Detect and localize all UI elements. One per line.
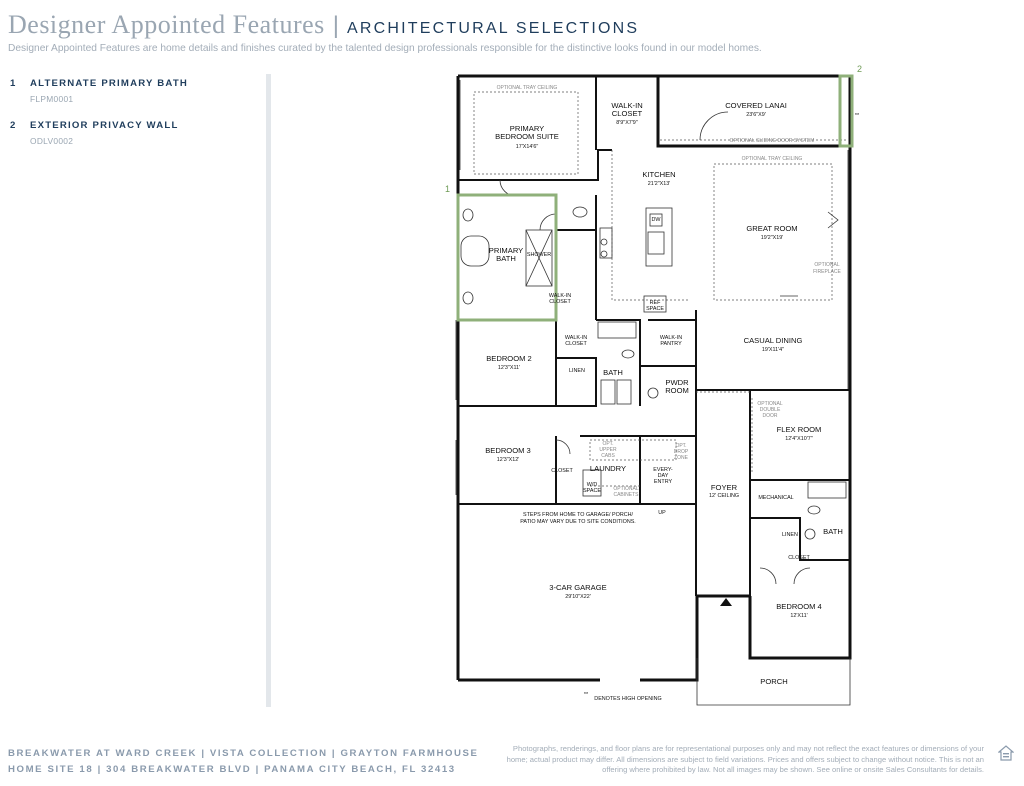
- feature-number: 1: [10, 78, 17, 89]
- label-closet-2: CLOSET: [788, 555, 810, 561]
- label-flex: FLEX ROOM: [776, 425, 822, 434]
- label-pwdr: PWDR: [665, 378, 689, 387]
- label-tray-great: OPTIONAL TRAY CEILING: [741, 156, 803, 162]
- label-wic-bath: WALK-IN: [548, 293, 572, 299]
- label-linen-2: LINEN: [782, 532, 798, 538]
- label-pwdr-2: ROOM: [665, 386, 689, 395]
- label-steps: STEPS FROM HOME TO GARAGE/ PORCH/: [522, 512, 634, 518]
- label-ref: REF: [649, 300, 661, 306]
- label-opt-upper-3: CABS: [601, 453, 615, 459]
- label-wic-top-2: CLOSET: [611, 109, 643, 118]
- label-dbl-door-3: DOOR: [762, 413, 778, 419]
- label-everyday-2: DAY: [657, 473, 669, 479]
- label-bath-right: BATH: [823, 527, 843, 536]
- label-opt-upper: OPT.: [602, 441, 614, 447]
- label-sliding: OPTIONAL SLIDING DOOR SYSTEM: [729, 138, 815, 144]
- label-foyer-dim: 12' CEILING: [708, 493, 740, 499]
- label-wic-bed2-2: CLOSET: [565, 341, 587, 347]
- feature-code: FLPM0001: [30, 94, 74, 104]
- label-primary-bath: PRIMARY: [488, 246, 524, 255]
- footer-community: [8, 746, 479, 778]
- label-laundry: LAUNDRY: [589, 464, 627, 473]
- footer-disclaimer: Photographs, renderings, and floor plans are for representational purposes only and may not reflect the exact features or dimensions of your home; actual product may differ. All dimensions are subject to field variations. Prices and offers subject to change without notice. This is not an offering where prohibited by law. Not all images may be shown. See online or onsite Sales Consultants for details.: [506, 744, 984, 774]
- page-header: [8, 10, 1018, 54]
- label-wic-bath-2: CLOSET: [549, 299, 571, 305]
- label-tray-top: OPTIONAL TRAY CEILING: [496, 85, 558, 91]
- label-pantry-2: PANTRY: [660, 341, 682, 347]
- label-flex-dim: 12'4"X10'7": [785, 436, 813, 442]
- label-lanai-dim: 23'6"X9': [746, 112, 766, 118]
- label-wd-2: SPACE: [583, 488, 601, 494]
- feature-name: EXTERIOR PRIVACY WALL: [30, 120, 179, 131]
- label-casual-dim: 19'X11'4": [761, 347, 785, 353]
- page-subtitle: ARCHITECTURAL SELECTIONS: [347, 20, 640, 37]
- title-row: [8, 10, 1018, 40]
- label-wic-bed2: WALK-IN: [564, 335, 588, 341]
- label-garage-dim: 29'10"X22': [565, 594, 591, 600]
- label-primary-suite-2: BEDROOM SUITE: [495, 132, 559, 141]
- label-pantry: WALK-IN: [659, 335, 683, 341]
- intro-text: Designer Appointed Features are home details and finishes curated by the talented design professionals responsible for the distinctive looks found in our model homes.: [8, 43, 762, 54]
- label-star-lanai: **: [854, 113, 860, 119]
- callout-1: 1: [445, 184, 451, 194]
- label-dw: DW: [651, 217, 661, 223]
- label-bed3: BEDROOM 3: [485, 446, 531, 455]
- label-foyer: FOYER: [710, 483, 738, 492]
- room-labels: [485, 85, 860, 702]
- label-wic-top: WALK-IN: [611, 101, 643, 110]
- label-kitchen: KITCHEN: [642, 170, 676, 179]
- label-kitchen-dim: 21'2"X13': [647, 181, 671, 187]
- footer-line-2: HOME SITE 18 | 304 BREAKWATER BLVD | PANAMA CITY BEACH, FL 32413: [8, 764, 456, 775]
- feature-name: ALTERNATE PRIMARY BATH: [30, 78, 189, 89]
- equal-housing-icon: [998, 745, 1014, 761]
- label-primary-suite: PRIMARY: [509, 124, 545, 133]
- label-drop-2: DROP: [673, 449, 689, 455]
- feature-list: [10, 78, 260, 162]
- label-shower: SHOWER: [526, 252, 552, 258]
- label-casual: CASUAL DINING: [743, 336, 803, 345]
- label-opt-cab: OPTIONAL: [613, 486, 639, 492]
- label-primary-suite-dim: 17'X14'6": [515, 144, 539, 150]
- label-everyday-3: ENTRY: [653, 479, 673, 485]
- label-fireplace: OPTIONAL: [814, 262, 840, 268]
- label-opt-upper-2: UPPER: [599, 447, 617, 453]
- label-great: GREAT ROOM: [746, 224, 798, 233]
- feature-item: [10, 78, 260, 104]
- vertical-divider: [266, 74, 271, 707]
- feature-item: [10, 120, 260, 146]
- feature-number: 2: [10, 120, 17, 131]
- label-primary-bath-2: BATH: [496, 254, 516, 263]
- label-closet-1: CLOSET: [551, 468, 573, 474]
- label-mech: MECHANICAL: [758, 495, 794, 501]
- page-title: Designer Appointed Features: [8, 10, 325, 39]
- feature-code: ODLV0002: [30, 136, 74, 146]
- label-bed2-dim: 12'3"X11': [497, 365, 521, 371]
- label-great-dim: 19'2"X19': [760, 235, 784, 241]
- label-drop: OPT.: [675, 443, 687, 449]
- label-drop-3: ZONE: [674, 455, 688, 461]
- label-star-note: **: [583, 692, 589, 698]
- label-porch: PORCH: [760, 677, 788, 686]
- title-separator: |: [332, 12, 339, 39]
- label-opt-cab-2: CABINETS: [613, 492, 639, 498]
- label-linen-1: LINEN: [569, 368, 585, 374]
- label-bed3-dim: 12'3"X12': [496, 457, 520, 463]
- floor-plan: [440, 60, 870, 715]
- label-up: UP: [658, 510, 666, 516]
- label-high-note: DENOTES HIGH OPENING: [594, 696, 662, 702]
- label-wd: W/D: [586, 482, 598, 488]
- footer-line-1: BREAKWATER AT WARD CREEK | VISTA COLLECTION | GRAYTON FARMHOUSE: [8, 748, 479, 759]
- label-ref-2: SPACE: [646, 306, 664, 312]
- label-bed2: BEDROOM 2: [486, 354, 532, 363]
- label-wic-top-dim: 8'9"X7'9": [616, 120, 638, 126]
- label-steps-2: PATIO MAY VARY DUE TO SITE CONDITIONS.: [520, 519, 636, 525]
- label-dbl-door-2: DOUBLE: [759, 407, 781, 413]
- label-dbl-door: OPTIONAL: [757, 401, 783, 407]
- label-fireplace-2: FIREPLACE: [813, 269, 841, 275]
- label-bed4: BEDROOM 4: [776, 602, 822, 611]
- label-bed4-dim: 12'X11': [790, 613, 808, 619]
- label-garage: 3-CAR GARAGE: [549, 583, 607, 592]
- label-lanai: COVERED LANAI: [725, 101, 787, 110]
- label-everyday: EVERY-: [653, 467, 673, 473]
- label-bath-mid: BATH: [603, 368, 623, 377]
- callout-2: 2: [857, 64, 863, 74]
